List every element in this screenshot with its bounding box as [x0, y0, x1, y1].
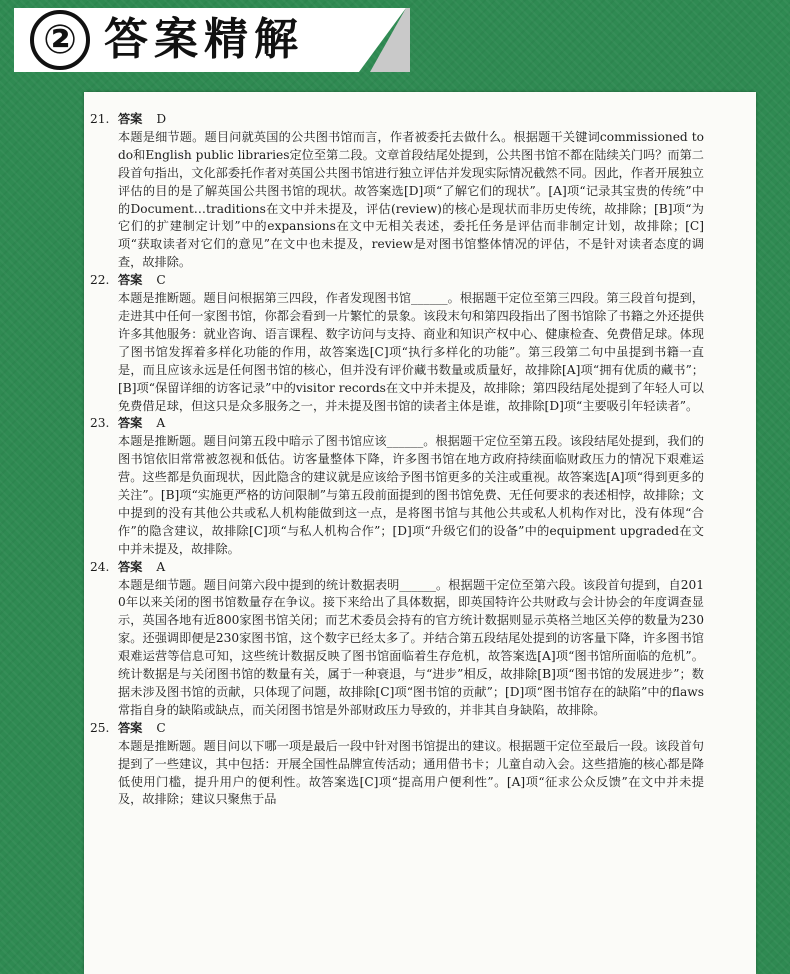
explanation-text: 本题是推断题。题目问以下哪一项是最后一段中针对图书馆提出的建议。根据题干定位至最后一段。该段首句提到了一些建议，其中包括：开展全国性品牌宣传活动；通用借书卡；儿童自动入会。这些措施的核心都是降低使用门槛，提升用户的便利性。故答案选[C]项“提高用户便利性”。[A]项“征求公众反馈”在文中并未提及，故排除；建议只聚焦于品: [118, 738, 704, 807]
question-number: 21.: [90, 112, 110, 126]
answer-choice: C: [156, 273, 166, 288]
question-number: 22.: [90, 273, 110, 288]
explanation-text: 本题是推断题。题目问第五段中暗示了图书馆应该______。根据题干定位至第五段。该段结尾处提到，我们的图书馆依旧常常被忽视和低估。访客量整体下降，许多图书馆在地方政府持续面临财政压力的情况下艰难运营。这些都是负面现状，因此隐含的建议就是应该给予图书馆更多的关注或重视。故答案选[A]项“得到更多的关注”。[B]项“实施更严格的访问限制”与第五段前面提到的图书馆免费、无任何要求的表述相悖，故排除；文中提到的没有其他公共或私人机构能做到这一点，是将图书馆与其他公共或私人机构作对比，没有体现“合作”的隐含建议，故排除[C]项“与私人机构合作”；[D]项“升级它们的设备”中的equipment upgraded在文中并未提及，故排除。: [118, 434, 704, 556]
explanation-text: 本题是推断题。题目问根据第三四段，作者发现图书馆______。根据题干定位至第三四段。第三段首句提到，走进其中任何一家图书馆，你都会看到一片繁忙的景象。该段末句和第四段指出了图书馆除了书籍之外还提供许多其他服务：就业咨询、语言课程、数字访问与支持、商业和知识产权中心、健康检查、免费借足球。体现了图书馆发挥着多样化功能的作用，故答案选[C]项“执行多样化的功能”。第三段第二句中虽提到书籍一直是，而且应该永远是任何图书馆的核心，但并没有评价藏书数量或质量好，故排除[A]项“拥有优质的藏书”；[B]项“保留详细的访客记录”中的visitor records在文中并未提及，故排除；第四段结尾处提到了年轻人可以免费借足球，但这只是众多服务之一，并未提及图书馆的读者主体是谁，故排除[D]项“主要吸引年轻读者”。: [118, 291, 704, 413]
answer-item-22: [90, 272, 704, 415]
answer-choice: D: [156, 112, 167, 126]
question-number: 24.: [90, 559, 110, 574]
answer-item-23: [90, 415, 704, 558]
answer-choice: A: [156, 559, 166, 574]
answer-label: 答案: [118, 273, 143, 288]
answer-label: 答案: [118, 720, 143, 735]
answer-choice: C: [156, 720, 166, 735]
page-title: 答案精解: [104, 14, 304, 65]
section-number-badge: ②: [30, 10, 90, 70]
explanation-text: 本题是细节题。题目问第六段中提到的统计数据表明______。根据题干定位至第六段。该段首句提到，自2010年以来关闭的图书馆数量存在争议。接下来给出了具体数据，即英国特许公共财政与会计协会的年度调查显示，英国各地有近800家图书馆关闭；而艺术委员会持有的官方统计数据则显示英格兰地区关停的数量为230家。还强调即便是230家图书馆，这个数字已经太多了。并结合第五段结尾处提到的访客量下降，许多图书馆艰难运营等信息可知，这些统计数据反映了图书馆面临着生存危机，故答案选[A]项“图书馆所面临的危机”。统计数据是与关闭图书馆的数量有关，属于一种衰退，与“进步”相反，故排除[B]项“图书馆的发展进步”；数据未涉及图书馆的贡献，只体现了问题，故排除[C]项“图书馆的贡献”；[D]项“图书馆存在的缺陷”中的flaws常指自身的缺陷或缺点，而关闭图书馆是外部财政压力导致的，并非其自身缺陷，故排除。: [118, 577, 704, 717]
answer-list: [90, 111, 704, 809]
answer-label: 答案: [118, 559, 143, 574]
answer-item-21: [90, 111, 704, 272]
question-number: 25.: [90, 720, 110, 735]
explanation-text: 本题是细节题。题目问就英国的公共图书馆而言，作者被委托去做什么。根据题干关键词commissioned to do和English public libraries定位至第二段。文章首段结尾处提到，公共图书馆不都在陆续关门吗？而第二段首句指出，文化部委托作者对英国公共图书馆进行独立评估并发现实际情况截然不同。因此，作者开展独立评估的目的是了解英国公共图书馆的现状。故答案选[D]项“了解它们的现状”。[A]项“记录其宝贵的传统”中的Document…traditions在文中并未提及，评估(review)的核心是现状而非历史传统，故排除；[B]项“为它们的扩建制定计划”中的expansions在文中无相关表述，委托任务是评估而非制定计划，故排除；[C]项“获取读者对它们的意见”在文中也未提及，review是对图书馆整体情况的评估，不是针对读者态度的调查，故排除。: [118, 129, 704, 270]
answer-item-24: [90, 559, 704, 720]
question-number: 23.: [90, 416, 110, 431]
answer-item-25: [90, 720, 704, 810]
answer-label: 答案: [118, 416, 143, 431]
answer-choice: A: [156, 416, 166, 431]
answer-label: 答案: [118, 112, 143, 126]
